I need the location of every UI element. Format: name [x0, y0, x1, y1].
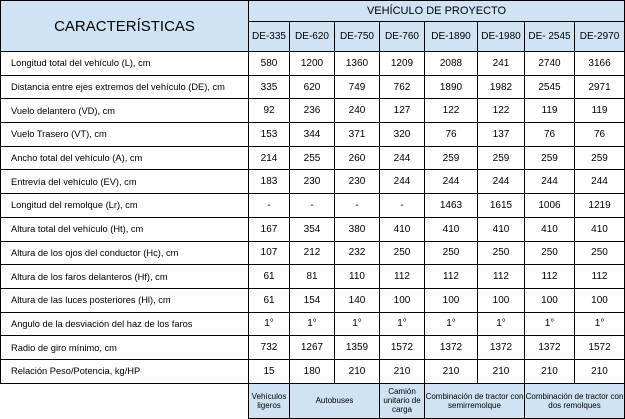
- table-cell: 100: [575, 288, 625, 312]
- row-label: Angulo de la desviación del haz de los faros: [1, 312, 249, 336]
- table-cell: 259: [425, 146, 478, 170]
- table-cell: 1°: [425, 312, 478, 336]
- table-cell: 1572: [380, 336, 425, 360]
- table-cell: 214: [249, 146, 290, 170]
- caracteristicas-header: CARACTERÍSTICAS: [1, 1, 249, 52]
- table-cell: 232: [335, 241, 380, 265]
- column-header-de-760: DE-760: [380, 22, 425, 52]
- table-cell: 100: [425, 288, 478, 312]
- table-row: [1, 194, 625, 218]
- table-cell: 119: [575, 99, 625, 123]
- table-cell: 127: [380, 99, 425, 123]
- table-cell: 1372: [478, 336, 525, 360]
- table-cell: 344: [290, 123, 335, 147]
- table-cell: -: [380, 194, 425, 218]
- table-cell: 100: [380, 288, 425, 312]
- table-cell: 100: [478, 288, 525, 312]
- table-cell: 410: [478, 217, 525, 241]
- table-cell: 210: [380, 359, 425, 383]
- table-cell: 1°: [575, 312, 625, 336]
- table-cell: 244: [525, 170, 575, 194]
- table-row: [1, 312, 625, 336]
- table-row: [1, 52, 625, 76]
- table-cell: 210: [575, 359, 625, 383]
- table-cell: 230: [290, 170, 335, 194]
- category-autobuses: Autobuses: [290, 383, 380, 418]
- column-header-de-1980: DE-1980: [478, 22, 525, 52]
- table-cell: 230: [335, 170, 380, 194]
- category-camion-unitario: Camión unitario de carga: [380, 383, 425, 418]
- table-cell: 92: [249, 99, 290, 123]
- table-row: [1, 123, 625, 147]
- table-cell: 107: [249, 241, 290, 265]
- row-label: Altura de los faros delanteros (Hf), cm: [1, 265, 249, 289]
- table-cell: 1372: [425, 336, 478, 360]
- column-header-de-2545: DE- 2545: [525, 22, 575, 52]
- table-cell: 76: [575, 123, 625, 147]
- table-cell: 250: [525, 241, 575, 265]
- table-cell: 210: [335, 359, 380, 383]
- table-row: [1, 359, 625, 383]
- table-cell: 2088: [425, 52, 478, 76]
- table-cell: 250: [478, 241, 525, 265]
- table-cell: 250: [380, 241, 425, 265]
- table-cell: 1219: [575, 194, 625, 218]
- table-cell: 1360: [335, 52, 380, 76]
- table-cell: 410: [525, 217, 575, 241]
- table-cell: 255: [290, 146, 335, 170]
- table-row: [1, 146, 625, 170]
- table-cell: 183: [249, 170, 290, 194]
- column-header-de-335: DE-335: [249, 22, 290, 52]
- table-cell: 137: [478, 123, 525, 147]
- vehiculo-de-proyecto-header: VEHÍCULO DE PROYECTO: [249, 1, 625, 22]
- table-cell: 76: [425, 123, 478, 147]
- table-cell: 749: [335, 75, 380, 99]
- table-cell: 259: [575, 146, 625, 170]
- table-cell: 112: [425, 265, 478, 289]
- table-cell: 1°: [525, 312, 575, 336]
- table-cell: 61: [249, 288, 290, 312]
- table-cell: 1°: [249, 312, 290, 336]
- table-row: [1, 288, 625, 312]
- table-cell: 1982: [478, 75, 525, 99]
- table-cell: 1°: [335, 312, 380, 336]
- row-label: Longitud del remolque (Lr), cm: [1, 194, 249, 218]
- table-cell: 1°: [380, 312, 425, 336]
- footer-spacer: [1, 383, 249, 418]
- table-cell: 1359: [335, 336, 380, 360]
- table-cell: 240: [335, 99, 380, 123]
- table-cell: 250: [575, 241, 625, 265]
- table-cell: 210: [478, 359, 525, 383]
- table-cell: 244: [380, 146, 425, 170]
- table-cell: 112: [380, 265, 425, 289]
- table-cell: 153: [249, 123, 290, 147]
- table-row: [1, 99, 625, 123]
- table-cell: 61: [249, 265, 290, 289]
- row-label: Radio de giro mínimo, cm: [1, 336, 249, 360]
- table-cell: 167: [249, 217, 290, 241]
- table-cell: 236: [290, 99, 335, 123]
- table-cell: 180: [290, 359, 335, 383]
- table-cell: 380: [335, 217, 380, 241]
- table-cell: 122: [425, 99, 478, 123]
- table-cell: 410: [380, 217, 425, 241]
- column-header-de-750: DE-750: [335, 22, 380, 52]
- category-tractor-dos-remolques: Combinación de tractor con dos remolques: [525, 383, 625, 418]
- table-cell: 2740: [525, 52, 575, 76]
- table-cell: 320: [380, 123, 425, 147]
- row-label: Altura de los ojos del conductor (Hc), cm: [1, 241, 249, 265]
- table-cell: 762: [380, 75, 425, 99]
- table-cell: 244: [478, 170, 525, 194]
- row-label: Ancho total del vehículo (A), cm: [1, 146, 249, 170]
- category-vehiculos-ligeros: Vehículos ligeros: [249, 383, 290, 418]
- table-cell: 110: [335, 265, 380, 289]
- column-header-de-620: DE-620: [290, 22, 335, 52]
- table-cell: 210: [425, 359, 478, 383]
- table-cell: 1°: [290, 312, 335, 336]
- table-cell: 1267: [290, 336, 335, 360]
- table-cell: 241: [478, 52, 525, 76]
- table-cell: 1890: [425, 75, 478, 99]
- table-cell: 1209: [380, 52, 425, 76]
- table-cell: 259: [525, 146, 575, 170]
- table-cell: 112: [478, 265, 525, 289]
- row-label: Relación Peso/Potencia, kg/HP: [1, 359, 249, 383]
- table-cell: 244: [575, 170, 625, 194]
- table-cell: 410: [425, 217, 478, 241]
- table-cell: 1615: [478, 194, 525, 218]
- row-label: Longitud total del vehículo (L), cm: [1, 52, 249, 76]
- table-cell: 100: [525, 288, 575, 312]
- table-cell: 119: [525, 99, 575, 123]
- table-cell: 2971: [575, 75, 625, 99]
- table-cell: 250: [425, 241, 478, 265]
- table-cell: 15: [249, 359, 290, 383]
- table-cell: 259: [478, 146, 525, 170]
- table-cell: 76: [525, 123, 575, 147]
- table-row: [1, 217, 625, 241]
- table-row: [1, 170, 625, 194]
- category-tractor-semirremolque: Combinación de tractor con semirremolque: [425, 383, 525, 418]
- table-cell: 1463: [425, 194, 478, 218]
- table-cell: 580: [249, 52, 290, 76]
- table-cell: 112: [525, 265, 575, 289]
- table-row: [1, 265, 625, 289]
- table-cell: 1006: [525, 194, 575, 218]
- column-header-de-2970: DE-2970: [575, 22, 625, 52]
- table-cell: 244: [380, 170, 425, 194]
- table-cell: 3166: [575, 52, 625, 76]
- table-cell: 112: [575, 265, 625, 289]
- table-cell: 1572: [575, 336, 625, 360]
- table-cell: -: [335, 194, 380, 218]
- table-cell: 1372: [525, 336, 575, 360]
- table-cell: -: [249, 194, 290, 218]
- table-cell: 410: [575, 217, 625, 241]
- table-row: [1, 241, 625, 265]
- table-cell: 335: [249, 75, 290, 99]
- table-row: [1, 336, 625, 360]
- row-label: Vuelo delantero (VD), cm: [1, 99, 249, 123]
- table-cell: 1°: [478, 312, 525, 336]
- row-label: Altura de las luces posteriores (Hl), cm: [1, 288, 249, 312]
- table-cell: 210: [525, 359, 575, 383]
- table-cell: 620: [290, 75, 335, 99]
- table-cell: 212: [290, 241, 335, 265]
- row-label: Distancia entre ejes extremos del vehículo (DE), cm: [1, 75, 249, 99]
- table-cell: 1200: [290, 52, 335, 76]
- table-cell: 154: [290, 288, 335, 312]
- table-body: [1, 52, 625, 384]
- column-header-de-1890: DE-1890: [425, 22, 478, 52]
- row-label: Vuelo Trasero (VT), cm: [1, 123, 249, 147]
- table-cell: 354: [290, 217, 335, 241]
- table-cell: 244: [425, 170, 478, 194]
- row-label: Altura total del vehículo (Ht), cm: [1, 217, 249, 241]
- table-cell: 2545: [525, 75, 575, 99]
- table-cell: 122: [478, 99, 525, 123]
- table-cell: 81: [290, 265, 335, 289]
- table-cell: 371: [335, 123, 380, 147]
- table-cell: 140: [335, 288, 380, 312]
- row-label: Entrevía del vehículo (EV), cm: [1, 170, 249, 194]
- table-cell: -: [290, 194, 335, 218]
- table-cell: 732: [249, 336, 290, 360]
- table-row: [1, 75, 625, 99]
- table-cell: 260: [335, 146, 380, 170]
